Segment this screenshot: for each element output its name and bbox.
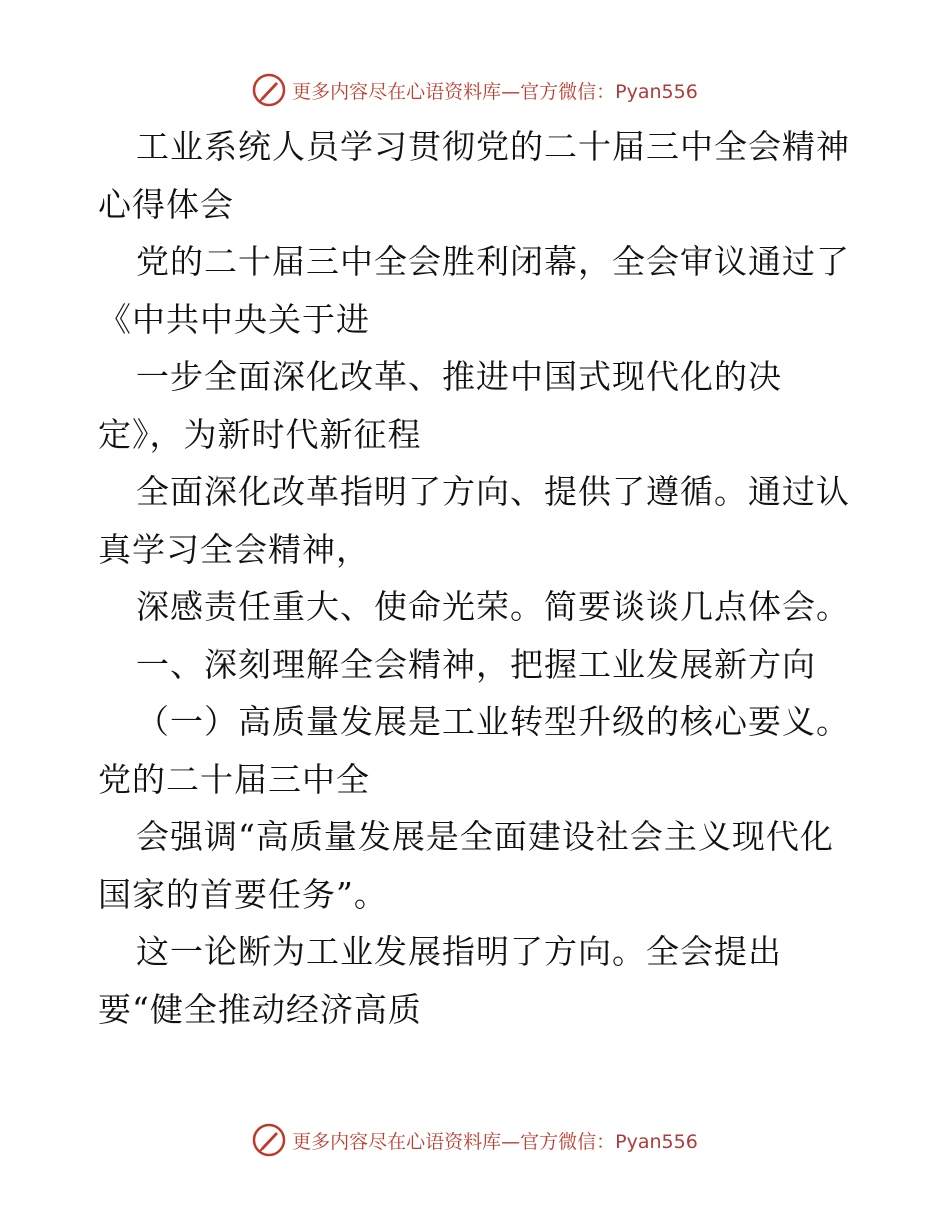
watermark-footer: [0, 1120, 950, 1160]
document-title: 工业系统人员学习贯彻党的二十届三中全会精神心得体会: [98, 127, 850, 224]
quill-logo-icon: [252, 73, 286, 107]
paragraph: 会强调“高质量发展是全面建设社会主义现代化国家的首要任务”。: [98, 817, 834, 914]
section-heading: 一、深刻理解全会精神，把握工业发展新方向: [136, 644, 816, 684]
watermark-header: [0, 70, 950, 110]
document-body: [98, 118, 858, 1038]
paragraph: （一）高质量发展是工业转型升级的核心要义。党的二十届三中全: [98, 702, 850, 799]
paragraph: 党的二十届三中全会胜利闭幕，全会审议通过了《中共中央关于进: [98, 242, 850, 339]
paragraph: 这一论断为工业发展指明了方向。全会提出要“健全推动经济高质: [98, 932, 782, 1029]
paragraph: 深感责任重大、使命光荣。简要谈谈几点体会。: [136, 587, 850, 626]
watermark-text: 更多内容尽在心语资料库—官方微信：Pyan556: [292, 80, 698, 103]
watermark-text: 更多内容尽在心语资料库—官方微信：Pyan556: [292, 1130, 698, 1153]
quill-logo-icon: [252, 1123, 286, 1157]
paragraph: 一步全面深化改革、推进中国式现代化的决定》，为新时代新征程: [98, 357, 782, 454]
paragraph: 全面深化改革指明了方向、提供了遵循。通过认真学习全会精神，: [98, 472, 850, 569]
